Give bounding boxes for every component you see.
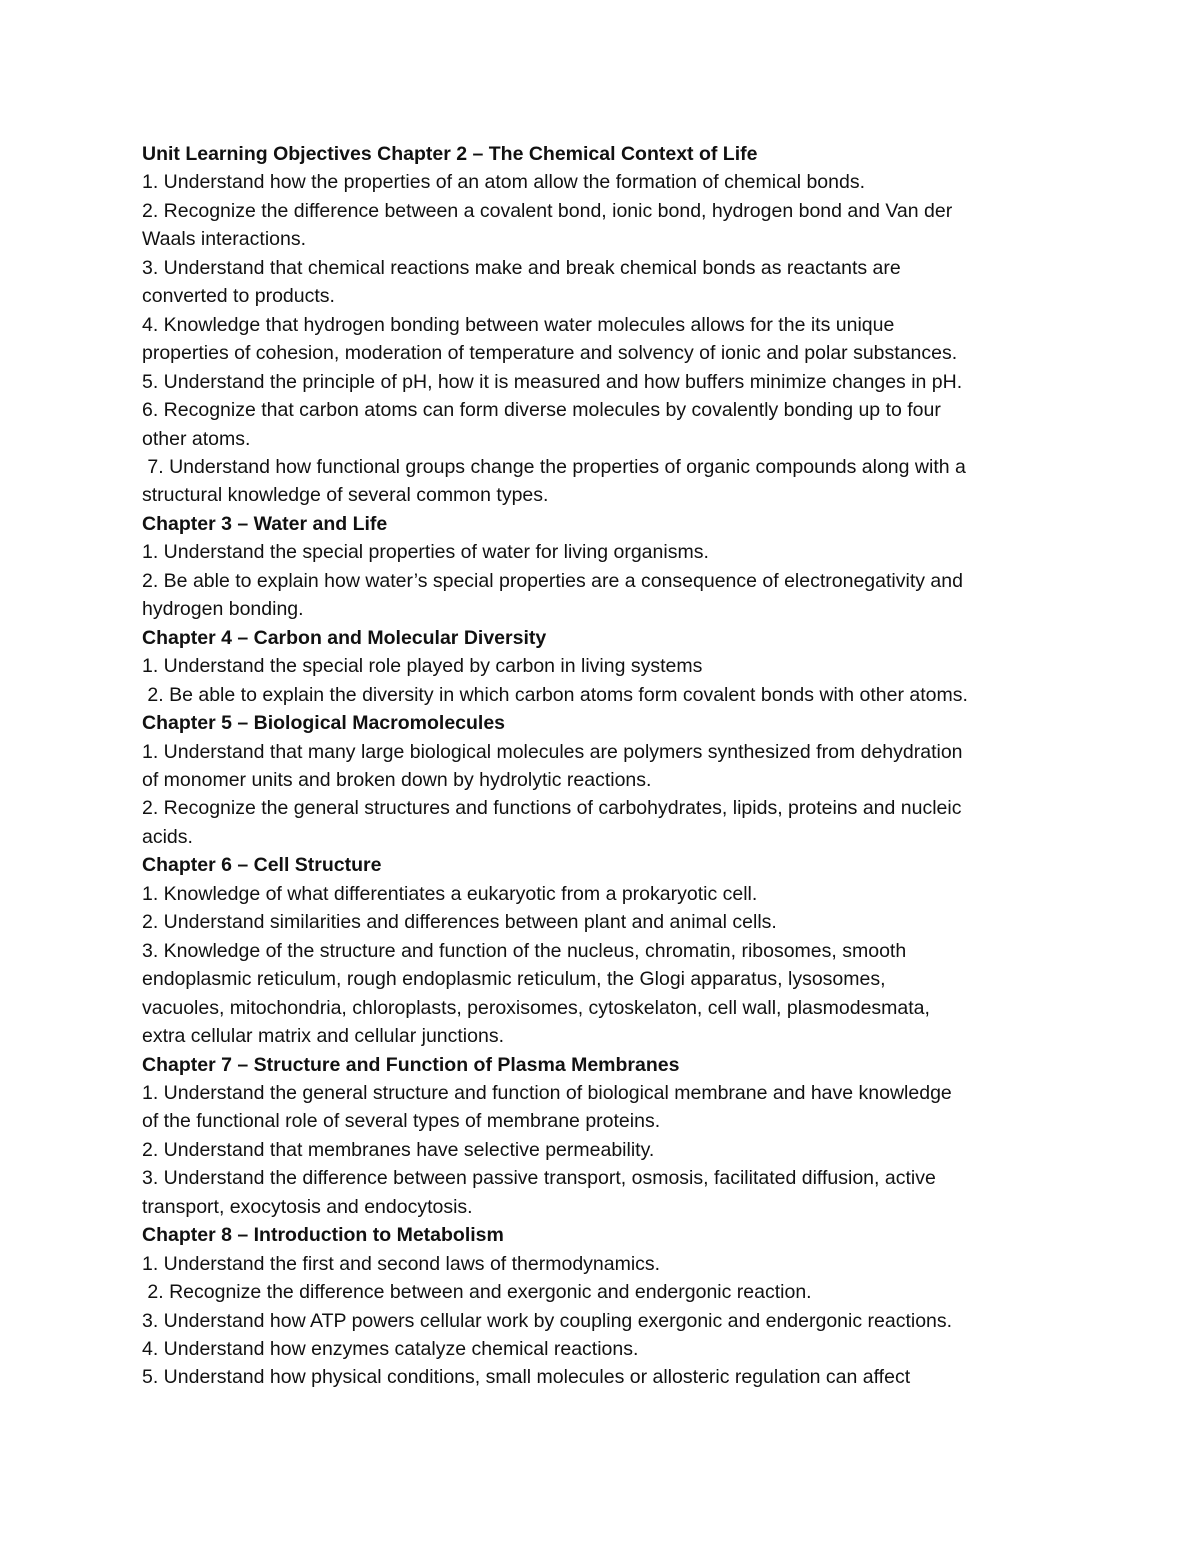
section-heading: Chapter 5 – Biological Macromolecules <box>142 712 506 735</box>
section-heading: Chapter 4 – Carbon and Molecular Diversity <box>142 626 547 649</box>
objective-line: 2. Understand similarities and differences between plant and animal cells. <box>142 911 777 934</box>
objective-line: 2. Recognize the difference between a covalent bond, ionic bond, hydrogen bond and Van der <box>142 199 953 222</box>
objective-line: transport, exocytosis and endocytosis. <box>142 1195 473 1218</box>
objective-line: vacuoles, mitochondria, chloroplasts, peroxisomes, cytoskelaton, cell wall, plasmodesmata, <box>142 996 930 1019</box>
objective-line: other atoms. <box>142 427 251 450</box>
objective-line: 3. Knowledge of the structure and function of the nucleus, chromatin, ribosomes, smooth <box>142 939 907 962</box>
objective-line: hydrogen bonding. <box>142 598 304 621</box>
objective-line: of monomer units and broken down by hydrolytic reactions. <box>142 768 652 791</box>
section-heading: Unit Learning Objectives Chapter 2 – The Chemical Context of Life <box>142 143 758 165</box>
objective-line: 2. Be able to explain the diversity in which carbon atoms form covalent bonds with other atoms. <box>142 683 968 706</box>
objective-line: 1. Knowledge of what differentiates a eukaryotic from a prokaryotic cell. <box>142 882 758 905</box>
objective-line: 2. Be able to explain how water’s special properties are a consequence of electronegativity and <box>142 569 963 592</box>
objective-line: 5. Understand how physical conditions, small molecules or allosteric regulation can affect <box>142 1366 911 1389</box>
objective-line: 3. Understand how ATP powers cellular work by coupling exergonic and endergonic reactions. <box>142 1309 953 1332</box>
objective-line: 1. Understand that many large biological molecules are polymers synthesized from dehydration <box>142 740 963 763</box>
objective-line: 1. Understand the general structure and function of biological membrane and have knowledge <box>142 1081 952 1104</box>
objective-line: 7. Understand how functional groups change the properties of organic compounds along with a <box>142 455 966 478</box>
objective-line: properties of cohesion, moderation of temperature and solvency of ionic and polar substances. <box>142 342 958 365</box>
section-heading: Chapter 8 – Introduction to Metabolism <box>142 1224 504 1247</box>
objective-line: acids. <box>142 825 193 848</box>
objective-line: 6. Recognize that carbon atoms can form diverse molecules by covalently bonding up to four <box>142 399 941 422</box>
objective-line: 1. Understand the first and second laws of thermodynamics. <box>142 1252 661 1275</box>
objective-line: 4. Knowledge that hydrogen bonding between water molecules allows for the its unique <box>142 313 895 336</box>
objective-line: 3. Understand the difference between passive transport, osmosis, facilitated diffusion, active <box>142 1167 936 1190</box>
section-heading: Chapter 3 – Water and Life <box>142 512 388 535</box>
section-heading: Chapter 6 – Cell Structure <box>142 854 382 877</box>
objective-line: of the functional role of several types of membrane proteins. <box>142 1110 661 1133</box>
objective-line: 1. Understand the special properties of water for living organisms. <box>142 541 709 564</box>
objective-line: 1. Understand the special role played by carbon in living systems <box>142 655 703 678</box>
section-heading: Chapter 7 – Structure and Function of Plasma Membranes <box>142 1053 680 1076</box>
objective-line: converted to products. <box>142 285 335 308</box>
objective-line: 5. Understand the principle of pH, how it is measured and how buffers minimize changes in pH. <box>142 370 963 393</box>
objective-line: 2. Recognize the general structures and functions of carbohydrates, lipids, proteins and nucleic <box>142 797 962 820</box>
objective-line: 2. Recognize the difference between and exergonic and endergonic reaction. <box>142 1281 812 1304</box>
objective-line: structural knowledge of several common types. <box>142 484 549 507</box>
objective-line: Waals interactions. <box>142 228 307 251</box>
objective-line: 3. Understand that chemical reactions make and break chemical bonds as reactants are <box>142 256 901 279</box>
document-page <box>142 140 1072 1392</box>
objective-line: endoplasmic reticulum, rough endoplasmic reticulum, the Glogi apparatus, lysosomes, <box>142 968 886 991</box>
objective-line: extra cellular matrix and cellular junctions. <box>142 1025 504 1048</box>
objective-line: 4. Understand how enzymes catalyze chemical reactions. <box>142 1338 639 1361</box>
objective-line: 2. Understand that membranes have selective permeability. <box>142 1138 655 1161</box>
objective-line: 1. Understand how the properties of an atom allow the formation of chemical bonds. <box>142 171 865 194</box>
